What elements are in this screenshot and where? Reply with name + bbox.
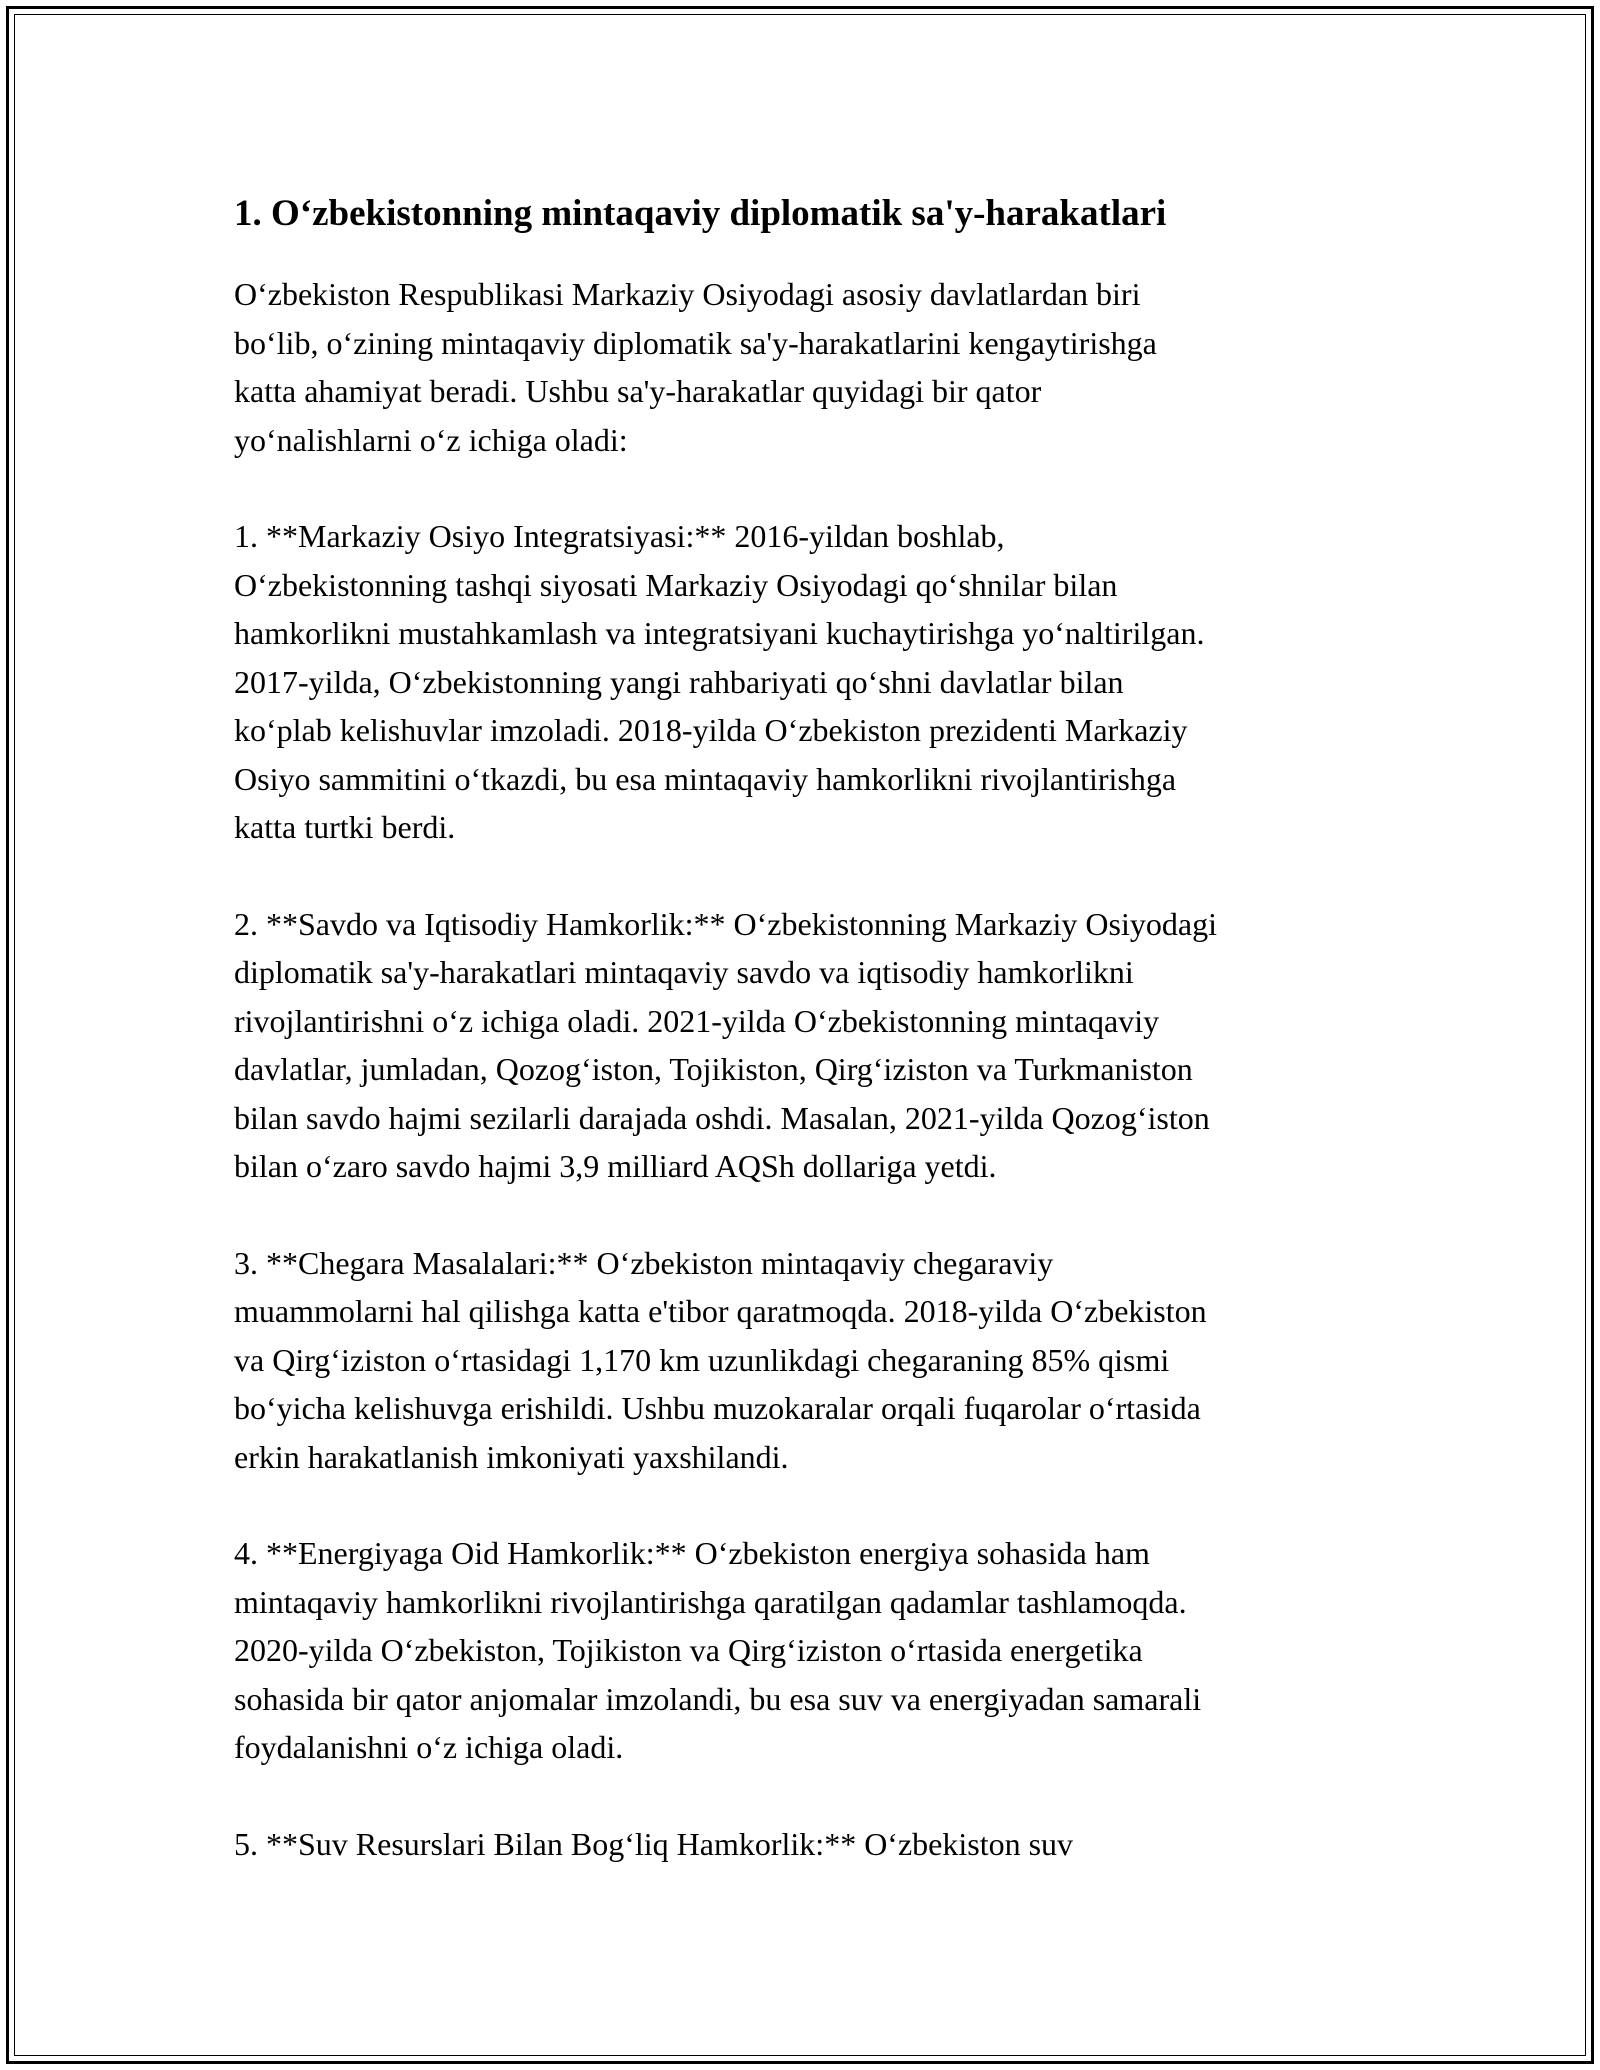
document-body: [234, 188, 1394, 1916]
text-line: 1. **Markaziy Osiyo Integratsiyasi:** 2016-yildan boshlab,: [234, 518, 1005, 554]
section-heading: 1. O‘zbekistonning mintaqaviy diplomatik sa'y-harakatlari: [234, 193, 1167, 234]
text-line: 2017-yilda, O‘zbekistonning yangi rahbariyati qo‘shni davlatlar bilan: [234, 663, 1124, 700]
text-line: katta ahamiyat beradi. Ushbu sa'y-harakatlar quyidagi bir qator: [234, 373, 1042, 409]
text-line: 2. **Savdo va Iqtisodiy Hamkorlik:** O‘zbekistonning Markaziy Osiyodagi: [234, 905, 1217, 942]
text-line: diplomatik sa'y-harakatlari mintaqaviy savdo va iqtisodiy hamkorlikni: [234, 954, 1134, 990]
text-line: hamkorlikni mustahkamlash va integratsiyani kuchaytirishga yo‘naltirilgan.: [234, 615, 1205, 651]
text-line: erkin harakatlanish imkoniyati yaxshilandi.: [234, 1438, 789, 1475]
text-line: davlatlar, jumladan, Qozog‘iston, Tojikiston, Qirg‘iziston va Turkmaniston: [234, 1051, 1193, 1087]
text-line: mintaqaviy hamkorlikni rivojlantirishga qaratilgan qadamlar tashlamoqda.: [234, 1583, 1187, 1620]
text-line: O‘zbekistonning tashqi siyosati Markaziy Osiyodagi qo‘shnilar bilan: [234, 566, 1118, 603]
text-line: Osiyo sammitini o‘tkazdi, bu esa mintaqaviy hamkorlikni rivojlantirishga: [234, 760, 1177, 797]
text-line: 3. **Chegara Masalalari:** O‘zbekiston mintaqaviy chegaraviy: [234, 1244, 1054, 1281]
text-line: foydalanishni o‘z ichiga oladi.: [234, 1729, 624, 1765]
item-paragraph-3: [234, 1239, 1394, 1482]
text-line: 5. **Suv Resurslari Bilan Bog‘liq Hamkorlik:** O‘zbekiston suv: [234, 1825, 1074, 1862]
text-line: 4. **Energiyaga Oid Hamkorlik:** O‘zbekiston energiya sohasida ham: [234, 1535, 1150, 1571]
text-line: sohasida bir qator anjomalar imzolandi, bu esa suv va energiyadan samarali: [234, 1680, 1202, 1717]
text-line: O‘zbekiston Respublikasi Markaziy Osiyodagi asosiy davlatlardan biri: [234, 276, 1141, 312]
text-line: bo‘yicha kelishuvga erishildi. Ushbu muzokaralar orqali fuqarolar o‘rtasida: [234, 1390, 1201, 1426]
text-line: bilan savdo hajmi sezilarli darajada oshdi. Masalan, 2021-yilda Qozog‘iston: [234, 1099, 1210, 1136]
text-line: va Qirg‘iziston o‘rtasidagi 1,170 km uzunlikdagi chegaraning 85% qismi: [234, 1341, 1170, 1378]
text-line: katta turtki berdi.: [234, 809, 456, 845]
item-paragraph-1: [234, 512, 1394, 852]
text-line: 2020-yilda O‘zbekiston, Tojikiston va Qirg‘iziston o‘rtasida energetika: [234, 1632, 1143, 1668]
text-line: rivojlantirishni o‘z ichiga oladi. 2021-yilda O‘zbekistonning mintaqaviy: [234, 1002, 1160, 1039]
item-paragraph-4: [234, 1529, 1394, 1772]
text-line: ko‘plab kelishuvlar imzoladi. 2018-yilda O‘zbekiston prezidenti Markaziy: [234, 712, 1188, 748]
text-line: bilan o‘zaro savdo hajmi 3,9 milliard AQSh dollariga yetdi.: [234, 1148, 997, 1184]
text-line: muammolarni hal qilishga katta e'tibor qaratmoqda. 2018-yilda O‘zbekiston: [234, 1293, 1207, 1329]
item-paragraph-2: [234, 900, 1394, 1191]
item-paragraph-5: [234, 1820, 1394, 1869]
text-line: bo‘lib, o‘zining mintaqaviy diplomatik sa'y-harakatlarini kengaytirishga: [234, 324, 1157, 361]
intro-paragraph: [234, 270, 1394, 464]
text-line: yo‘nalishlarni o‘z ichiga oladi:: [234, 421, 628, 458]
